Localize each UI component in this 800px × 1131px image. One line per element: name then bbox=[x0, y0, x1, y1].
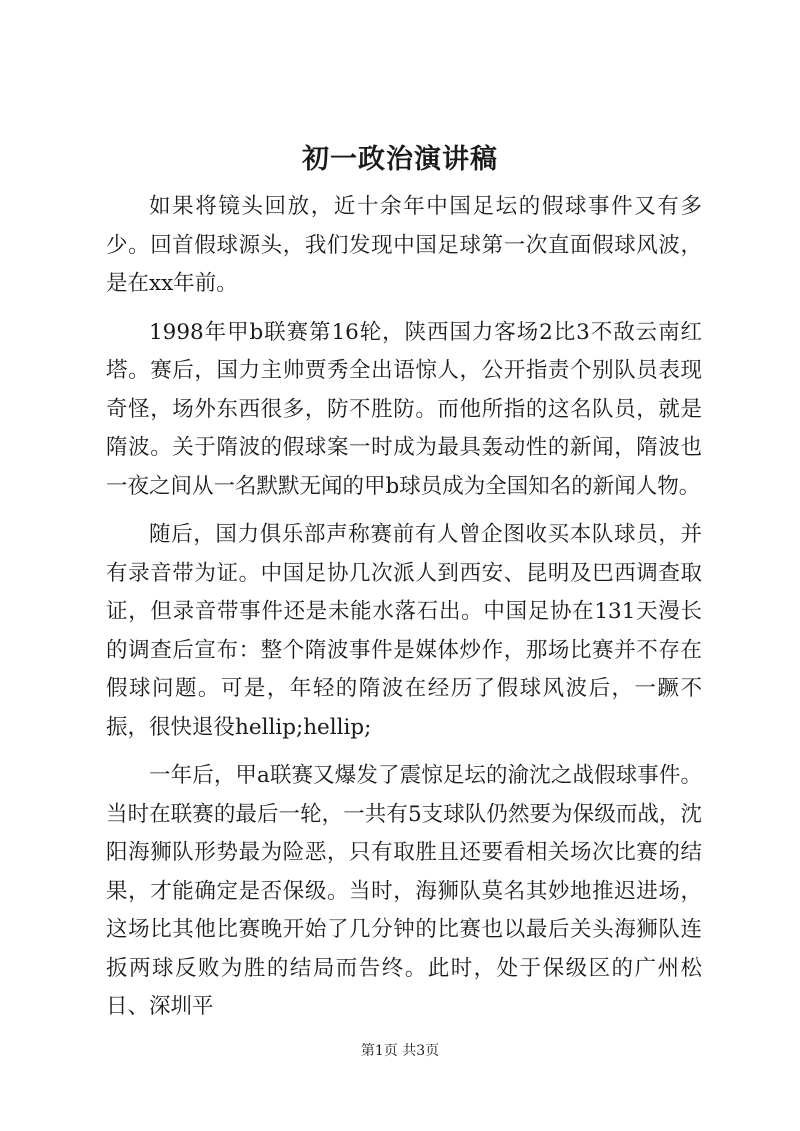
paragraph: 1998年甲b联赛第16轮，陕西国力客场2比3不敌云南红塔。赛后，国力主帅贾秀全出语惊人，公开指责个别队员表现奇怪，场外东西很多，防不胜防。而他所指的这名队员，就是隋波。关于隋波的假球案一时成为最具轰动性的新闻，隋波也一夜之间从一名默默无闻的甲b球员成为全国知名的新闻人物。 bbox=[106, 319, 702, 499]
document-body bbox=[106, 188, 702, 1027]
page-title: 初一政治演讲稿 bbox=[302, 144, 498, 175]
paragraph: 随后，国力俱乐部声称赛前有人曾企图收买本队球员，并有录音带为证。中国足协几次派人到西安、昆明及巴西调查取证，但录音带事件还是未能水落石出。中国足协在131天漫长的调查后宣布：整个隋波事件是媒体炒作，那场比赛并不存在假球问题。可是，年轻的隋波在经历了假球风波后，一蹶不振，很快退役hellip;hellip; bbox=[106, 522, 702, 740]
paragraph: 一年后，甲a联赛又爆发了震惊足坛的渝沈之战假球事件。当时在联赛的最后一轮，一共有5支球队仍然要为保级而战，沈阳海狮队形势最为险恶，只有取胜且还要看相关场次比赛的结果，才能确定是否保级。当时，海狮队莫名其妙地推迟进场，这场比其他比赛晚开始了几分钟的比赛也以最后关头海狮队连扳两球反败为胜的结局而告终。此时，处于保级区的广州松日、深圳平 bbox=[106, 763, 702, 1019]
page-footer bbox=[0, 1041, 800, 1061]
page-number-indicator: 第1页 共3页 bbox=[360, 1043, 440, 1059]
paragraph: 如果将镜头回放，近十余年中国足坛的假球事件又有多少。回首假球源头，我们发现中国足球第一次直面假球风波，是在xx年前。 bbox=[106, 194, 702, 296]
